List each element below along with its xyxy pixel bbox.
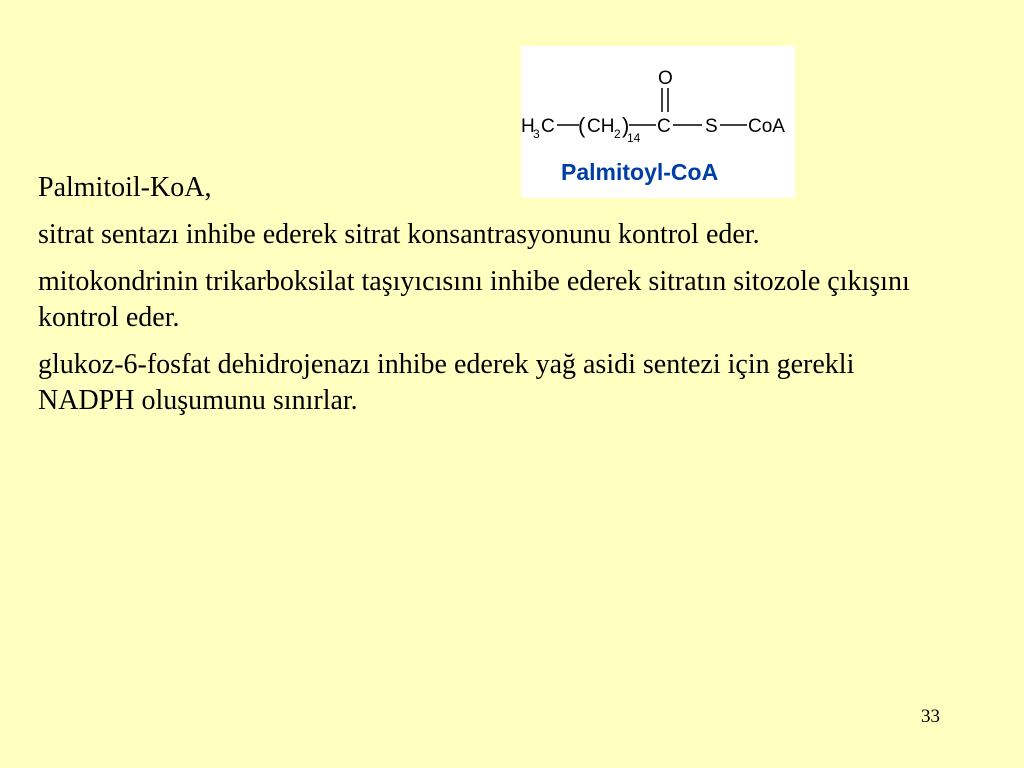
- paragraph-glukoz-6-fosfat: glukoz-6-fosfat dehidrojenazı inhibe ederek yağ asidi sentezi için gerekli NADPH oluşumunu sınırlar.: [38, 349, 855, 416]
- structure-name-label: Palmitoyl-CoA: [561, 159, 719, 185]
- formula-subscript-2: 2: [614, 127, 621, 141]
- formula-h: H: [521, 116, 535, 137]
- formula-o: O: [658, 68, 673, 89]
- paragraph-palmitoil-koa: Palmitoil-KoA,: [38, 172, 212, 203]
- formula-open-paren: (: [578, 113, 586, 138]
- formula-coa: CoA: [748, 116, 785, 137]
- formula-c: C: [541, 116, 555, 137]
- slide-body-text: [38, 170, 938, 430]
- page-number: 33: [921, 706, 940, 727]
- formula-subscript-14: 14: [627, 131, 641, 145]
- paragraph-mitokondri: mitokondrinin trikarboksilat taşıyıcısını inhibe ederek sitratın sitozole çıkışını kontrol eder.: [38, 266, 910, 333]
- formula-s: S: [705, 116, 718, 137]
- formula-subscript-3: 3: [533, 127, 540, 141]
- formula-close-paren: ): [622, 113, 630, 138]
- formula-carbonyl-c: C: [657, 116, 671, 137]
- formula-ch: CH: [587, 116, 615, 137]
- paragraph-sitrat-sentazi: sitrat sentazı inhibe ederek sitrat konsantrasyonunu kontrol eder.: [38, 219, 760, 250]
